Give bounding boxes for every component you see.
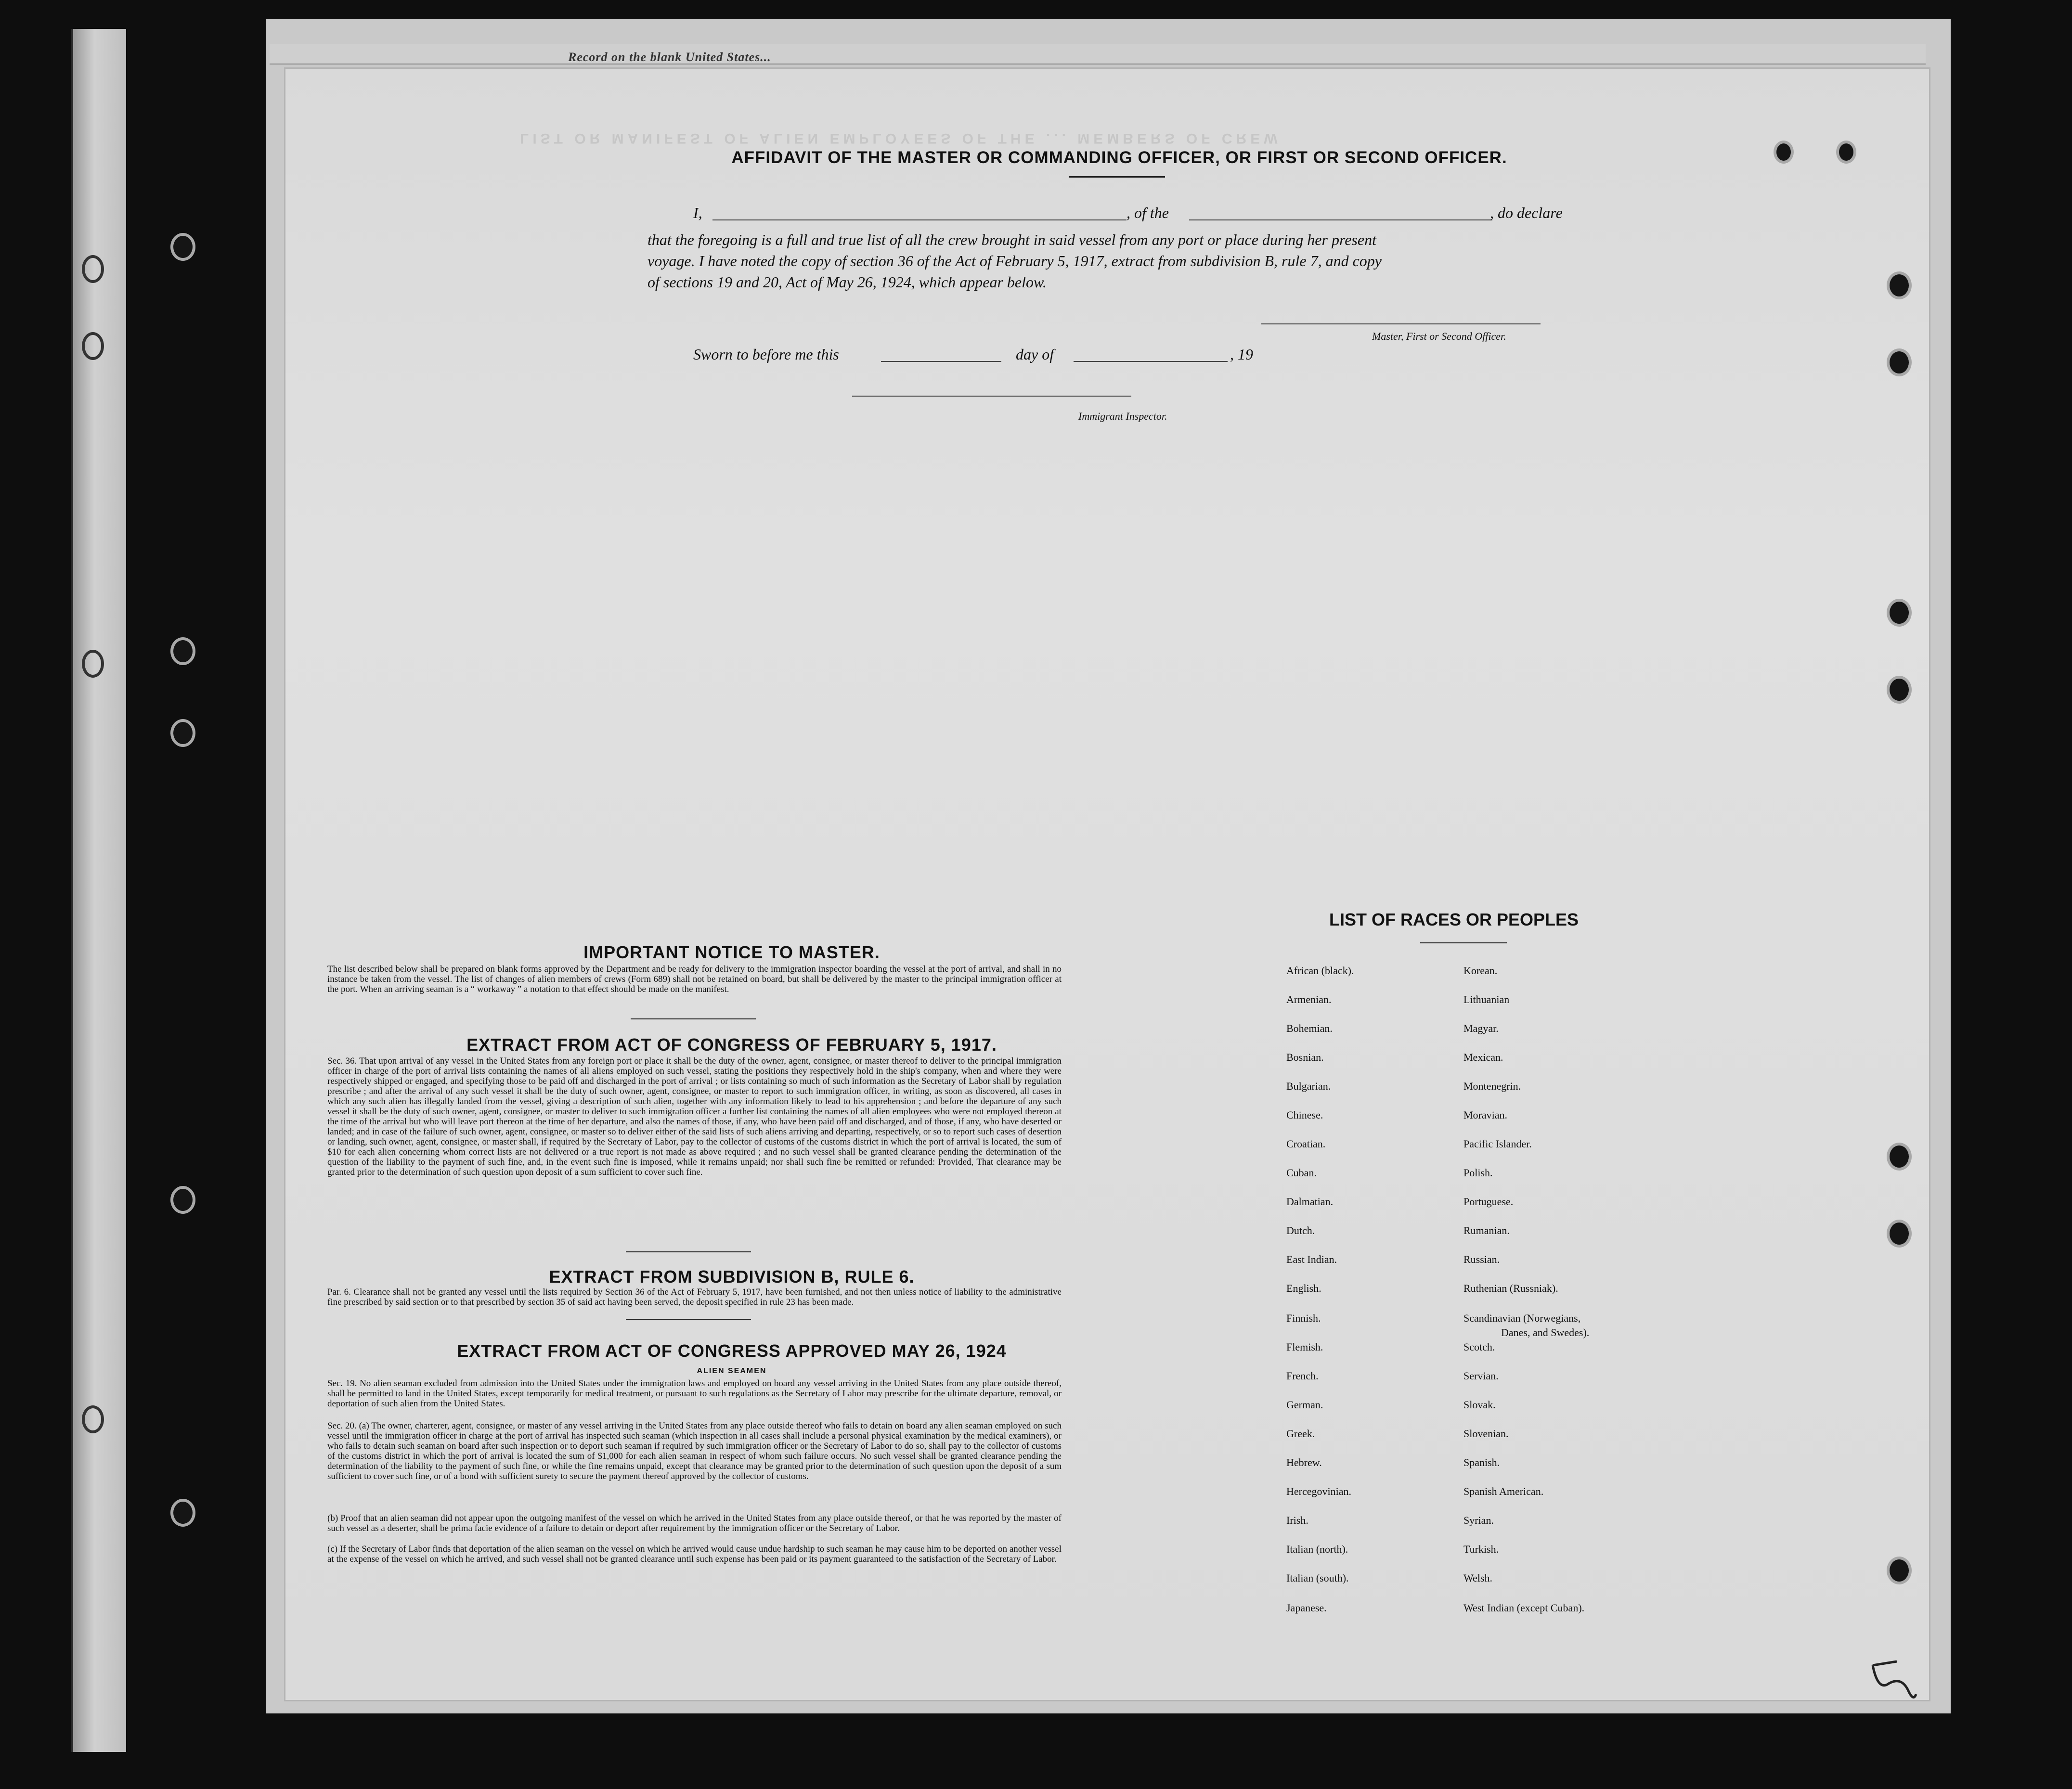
punch-hole-icon	[1890, 1145, 1909, 1168]
race-item: Armenian.	[1286, 993, 1332, 1005]
race-item: English.	[1286, 1282, 1321, 1294]
race-item: Scandinavian (Norwegians,	[1463, 1312, 1581, 1324]
extract-1924-title: EXTRACT FROM ACT OF CONGRESS APPROVED MAY 26, 1924	[457, 1341, 1007, 1361]
section-divider	[631, 1018, 756, 1019]
race-item: Bosnian.	[1286, 1051, 1324, 1063]
race-item: Pacific Islander.	[1463, 1138, 1532, 1150]
race-item: Japanese.	[1286, 1602, 1327, 1614]
race-item: Portuguese.	[1463, 1196, 1514, 1208]
declaration-declare: , do declare	[1490, 204, 1563, 221]
race-item: Hebrew.	[1286, 1456, 1322, 1468]
race-item: Russian.	[1463, 1253, 1500, 1265]
declaration-line-2: that the foregoing is a full and true list of all the crew brought in said vessel from any port or place during her present	[648, 231, 1376, 248]
race-item: Scotch.	[1463, 1341, 1495, 1353]
race-item: Rumanian.	[1463, 1224, 1510, 1236]
handwritten-page-mark-icon	[1868, 1656, 1921, 1704]
section-divider	[626, 1251, 751, 1252]
punch-hole-icon	[1890, 602, 1909, 624]
race-item: West Indian (except Cuban).	[1463, 1602, 1585, 1614]
vessel-blank[interactable]	[1189, 219, 1492, 220]
race-item: Italian (north).	[1286, 1543, 1348, 1555]
race-item: East Indian.	[1286, 1253, 1337, 1265]
race-item: German.	[1286, 1399, 1323, 1411]
race-item: African (black).	[1286, 965, 1354, 977]
punch-hole-icon	[1890, 1559, 1909, 1582]
race-item: Turkish.	[1463, 1543, 1499, 1555]
declaration-line-4: of sections 19 and 20, Act of May 26, 1924, which appear below.	[648, 273, 1047, 291]
title-divider	[1069, 176, 1165, 178]
section-divider	[626, 1319, 751, 1320]
punch-hole-icon	[1890, 679, 1909, 701]
race-item: French.	[1286, 1370, 1319, 1382]
race-item: Italian (south).	[1286, 1572, 1349, 1584]
race-item: Slovak.	[1463, 1399, 1496, 1411]
race-item: Bohemian.	[1286, 1022, 1333, 1034]
race-item: Bulgarian.	[1286, 1080, 1331, 1092]
punch-hole-icon	[173, 1502, 193, 1524]
race-item: Spanish American.	[1463, 1485, 1544, 1497]
punch-hole-icon	[173, 1189, 193, 1211]
extract-1917-title: EXTRACT FROM ACT OF CONGRESS OF FEBRUARY 5, 1917.	[466, 1035, 997, 1055]
punch-hole-icon	[1776, 143, 1791, 161]
notice-title: IMPORTANT NOTICE TO MASTER.	[583, 942, 880, 962]
race-item: Korean.	[1463, 965, 1498, 977]
race-item: Slovenian.	[1463, 1428, 1509, 1440]
extract-1924-sec20a: Sec. 20. (a) The owner, charterer, agent, consignee, or master of any vessel arriving in the United States from any place outside thereof who fails to detain on board any alien seaman employed on such vessel until the immigration officer in charge at the port of arrival has inspected such seaman (which inspection in all cases shall include a personal physical examination by the medical examiners), or who fails to detain such seaman on board after such inspection or to deport such seaman if required by such immigration officer or the Secretary of Labor to do so, shall pay to the collector of customs of the customs district in which the port of arrival is located the sum of $1,000 for each alien seaman in respect of whom such failure occurs. No such vessel shall be granted clearance pending the determination of the liability to the payment of such fine, or while the fine remains unpaid, except that clearance may be granted prior to the determination of such question upon the deposit of a sum sufficient to cover such fine, or of a bond with sufficient surety to secure the payment thereof approved by the collector of customs.	[327, 1421, 1062, 1481]
punch-hole-icon	[1890, 274, 1909, 296]
races-title: LIST OF RACES OR PEOPLES	[1329, 910, 1579, 929]
day-of-text: day of	[1016, 346, 1054, 363]
race-item: Irish.	[1286, 1514, 1308, 1526]
back-sheet-header: Record on the blank United States...	[568, 50, 771, 64]
race-item: Mexican.	[1463, 1051, 1503, 1063]
sworn-day-blank[interactable]	[881, 361, 1001, 362]
race-item: Ruthenian (Russniak).	[1463, 1282, 1558, 1294]
race-item: Polish.	[1463, 1167, 1493, 1179]
race-item: Syrian.	[1463, 1514, 1494, 1526]
punch-hole-icon	[1839, 143, 1853, 161]
binder-ring-icon	[82, 1405, 104, 1433]
bleed-through-text: LIST OR MANIFEST OF ALIEN EMPLOYEES OF THE ... MEMBERS OF CREW	[520, 130, 1282, 146]
extract-1924-sec20c: (c) If the Secretary of Labor finds that deportation of the alien seaman on the vessel on which he arrived would cause undue hardship to such seaman he may cause him to be deported on another vessel at the expense of the vessel on which he arrived, and such vessel shall not be granted clearance until such expense has been paid or its payment guaranteed to the satisfaction of the Secretary of Labor.	[327, 1544, 1062, 1564]
master-signature-label: Master, First or Second Officer.	[1372, 330, 1506, 342]
binder-strip	[71, 29, 126, 1752]
race-item: Magyar.	[1463, 1022, 1499, 1034]
punch-hole-icon	[1890, 351, 1909, 373]
race-item: Danes, and Swedes).	[1501, 1326, 1590, 1339]
race-item: Dalmatian.	[1286, 1196, 1334, 1208]
declaration-line-3: voyage. I have noted the copy of section 36 of the Act of February 5, 1917, extract from subdivision B, rule 7, and copy	[648, 252, 1382, 270]
race-item: Chinese.	[1286, 1109, 1323, 1121]
back-sheet-top-edge	[270, 44, 1926, 64]
race-item: Montenegrin.	[1463, 1080, 1521, 1092]
inspector-signature-line[interactable]	[852, 396, 1131, 397]
declaration-i: I,	[693, 204, 702, 221]
race-item: Flemish.	[1286, 1341, 1323, 1353]
extract-1917-body: Sec. 36. That upon arrival of any vessel in the United States from any foreign port or place it shall be the duty of the owner, agent, consignee, or master thereof to deliver to the principal immigration officer in charge of the port of arrival lists containing the names of all aliens employed on such vessel, stating the positions they respectively hold in the ship's company, when and where they were respectively shipped or engaged, and specifying those to be paid off and discharged in the port of arrival ; or lists containing so much of such information as the Secretary of Labor shall by regulation prescribe ; and after the arrival of any such vessel it shall be the duty of such owner, agent, consignee, or master to report to such immigration officer, in writing, as soon as discovered, all cases in which any such alien has illegally landed from the vessel, giving a description of such alien, together with any information likely to lead to his apprehension ; and before the departure of any such vessel it shall be the duty of such owner, agent, consignee, or master to deliver to such immigration officer a further list containing the names of all alien employees who were not employed thereon at the time of the arrival but who will leave port thereon at the time of her departure, and also the names of those, if any, who have been paid off and discharged, and of those, if any, who have deserted or landed; and in case of the failure of such owner, agent, consignee, or master so to deliver either of the said lists of such aliens arriving and departing, respectively, or so to report such cases of desertion or landing, such owner, agent, consignee, or master shall, if required by the Secretary of Labor, pay to the collector of customs of the customs district in which the port of arrival is located, the sum of $10 for each alien concerning whom correct lists are not delivered or a true report is not made as above required ; and no such vessel shall be granted clearance pending the determination of the question of the liability to the payment of such fine, and, in the event such fine is imposed, while it remains unpaid; nor shall such fine be remitted or refunded: Provided, That clearance may be granted prior to the determination of such question upon deposit of a sum sufficient to cover such fine.	[327, 1056, 1062, 1177]
affidavit-title: AFFIDAVIT OF THE MASTER OR COMMANDING OFFICER, OR FIRST OR SECOND OFFICER.	[731, 148, 1507, 167]
binder-ring-icon	[82, 255, 104, 283]
extract-1924-subtitle: ALIEN SEAMEN	[697, 1367, 767, 1375]
punch-hole-icon	[173, 640, 193, 662]
race-item: Spanish.	[1463, 1456, 1500, 1468]
race-item: Hercegovinian.	[1286, 1485, 1351, 1497]
extract-1924-sec19: Sec. 19. No alien seaman excluded from admission into the United States under the immigration laws and employed on board any vessel arriving in the United States from any place outside thereof, shall be permitted to land in the United States, except temporarily for medical treatment, or pursuant to such regulations as the Secretary of Labor may prescribe for the ultimate departure, removal, or deportation of such alien from the United States.	[327, 1378, 1062, 1409]
year-text: , 19	[1230, 346, 1253, 363]
binder-ring-icon	[82, 332, 104, 360]
race-item: Finnish.	[1286, 1312, 1321, 1324]
extract-rule6-body: Par. 6. Clearance shall not be granted any vessel until the lists required by Section 36 of the Act of February 5, 1917, have been furnished, and not then unless notice of liability to the administrative fine prescribed by said section or to that prescribed by section 35 of said act having been served, the deposit specified in rule 23 has been made.	[327, 1287, 1062, 1307]
race-item: Greek.	[1286, 1428, 1315, 1440]
binder-ring-icon	[82, 650, 104, 678]
extract-rule6-title: EXTRACT FROM SUBDIVISION B, RULE 6.	[549, 1267, 915, 1287]
race-item: Welsh.	[1463, 1572, 1492, 1584]
punch-hole-icon	[1890, 1223, 1909, 1245]
races-title-divider	[1420, 942, 1507, 943]
punch-hole-icon	[173, 236, 193, 258]
punch-hole-icon	[173, 722, 193, 744]
race-item: Cuban.	[1286, 1167, 1317, 1179]
race-item: Dutch.	[1286, 1224, 1315, 1236]
master-signature-line[interactable]	[1261, 323, 1541, 324]
race-item: Servian.	[1463, 1370, 1499, 1382]
inspector-signature-label: Immigrant Inspector.	[1078, 410, 1167, 422]
sworn-month-blank[interactable]	[1074, 361, 1228, 362]
notice-body: The list described below shall be prepared on blank forms approved by the Department and be ready for delivery to the immigration inspector boarding the vessel at the port of arrival, and shall in no instance be taken from the vessel. The list of changes of alien members of crews (Form 689) shall not be retained on board, but shall be delivered by the master to the principal immigration officer at the port. When an arriving seaman is a “ workaway ” a notation to that effect should be made on the manifest.	[327, 964, 1062, 994]
declaration-of-the: , of the	[1127, 204, 1169, 221]
name-blank[interactable]	[712, 219, 1127, 220]
race-item: Moravian.	[1463, 1109, 1508, 1121]
race-item: Croatian.	[1286, 1138, 1326, 1150]
race-item: Lithuanian	[1463, 993, 1510, 1005]
extract-1924-sec20b: (b) Proof that an alien seaman did not appear upon the outgoing manifest of the vessel on which he arrived in the United States from any place outside thereof, or that he was reported by the master of such vessel as a deserter, shall be prima facie evidence of a failure to detain or deport after requirement by the immigration officer or the Secretary of Labor.	[327, 1513, 1062, 1533]
sworn-text: Sworn to before me this	[693, 346, 839, 363]
